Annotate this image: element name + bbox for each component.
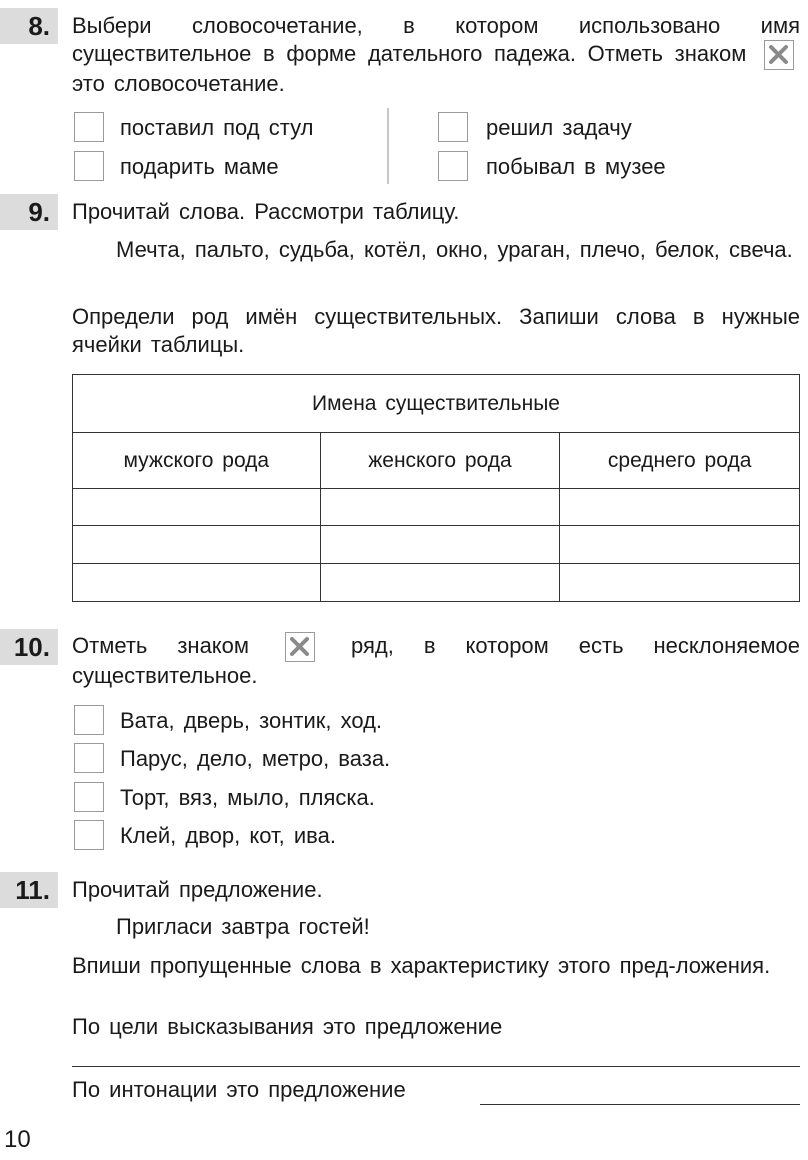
task9-words: Мечта, пальто, судьба, котёл, окно, ураган, плечо, белок, свеча. xyxy=(116,237,793,262)
task10-option-3: Торт, вяз, мыло, пляска. xyxy=(120,785,375,810)
task10-question xyxy=(72,632,800,690)
answer-line-1[interactable] xyxy=(72,1066,800,1067)
table-header: Имена существительные xyxy=(73,375,800,433)
task9-instruction: Определи род имён существительных. Запиши слова в нужные ячейки таблицы. xyxy=(72,304,800,357)
task8-text-before: Выбери словосочетание, в котором использовано имя существительное в форме дательного падежа. Отметь знаком xyxy=(72,13,800,66)
cross-icon xyxy=(289,636,310,657)
task10-checkbox-4[interactable] xyxy=(74,820,104,850)
task8-checkbox-2[interactable] xyxy=(74,151,104,181)
task8-option-3: решил задачу xyxy=(486,115,632,140)
task11-instruction: Впиши пропущенные слова в характеристику этого пред-ложения. xyxy=(72,953,771,978)
column-feminine: женского рода xyxy=(320,433,560,489)
table-cell[interactable] xyxy=(73,526,321,564)
task8-option-2: подарить маме xyxy=(120,154,279,179)
table-cell[interactable] xyxy=(320,564,560,602)
task8-option-1: поставил под стул xyxy=(120,115,314,140)
task8-checkbox-3[interactable] xyxy=(438,112,468,142)
table-cell[interactable] xyxy=(73,489,321,526)
table-cell[interactable] xyxy=(560,526,800,564)
column-masculine: мужского рода xyxy=(73,433,321,489)
task10-checkbox-3[interactable] xyxy=(74,782,104,812)
table-cell[interactable] xyxy=(73,564,321,602)
task10-option-4: Клей, двор, кот, ива. xyxy=(120,823,336,848)
gender-table xyxy=(72,374,800,602)
page-number: 10 xyxy=(4,1126,31,1153)
task-number-8: 8. xyxy=(0,8,58,44)
cross-icon xyxy=(768,44,789,65)
task10-option-2: Парус, дело, метро, ваза. xyxy=(120,746,391,771)
task8-checkbox-4[interactable] xyxy=(438,151,468,181)
task11-purpose-label: По цели высказывания это предложение xyxy=(72,1014,503,1039)
table-cell[interactable] xyxy=(560,564,800,602)
options-divider xyxy=(387,108,389,184)
x-mark-sample xyxy=(764,40,794,70)
task-number-9: 9. xyxy=(0,194,58,230)
table-cell[interactable] xyxy=(560,489,800,526)
task11-sentence: Пригласи завтра гостей! xyxy=(116,914,370,939)
task10-checkbox-1[interactable] xyxy=(74,705,104,735)
task10-text-after: ряд, в котором есть несклоняемое существительное. xyxy=(72,633,800,689)
task10-option-1: Вата, дверь, зонтик, ход. xyxy=(120,708,383,733)
task11-intro: Прочитай предложение. xyxy=(72,877,323,902)
answer-line-2[interactable] xyxy=(480,1104,800,1105)
task-number-11: 11. xyxy=(0,872,58,908)
task8-question xyxy=(72,12,800,98)
task11-intonation-label: По интонации это предложение xyxy=(72,1077,406,1102)
task-number-10: 10. xyxy=(0,629,58,665)
task10-text-before: Отметь знаком xyxy=(72,633,250,658)
task8-checkbox-1[interactable] xyxy=(74,112,104,142)
table-cell[interactable] xyxy=(320,526,560,564)
task8-option-4: побывал в музее xyxy=(486,154,666,179)
x-mark-sample xyxy=(285,632,315,662)
task8-text-after: это словосочетание. xyxy=(72,71,285,97)
task9-intro: Прочитай слова. Рассмотри таблицу. xyxy=(72,199,460,224)
column-neuter: среднего рода xyxy=(560,433,800,489)
table-cell[interactable] xyxy=(320,489,560,526)
task10-checkbox-2[interactable] xyxy=(74,743,104,773)
